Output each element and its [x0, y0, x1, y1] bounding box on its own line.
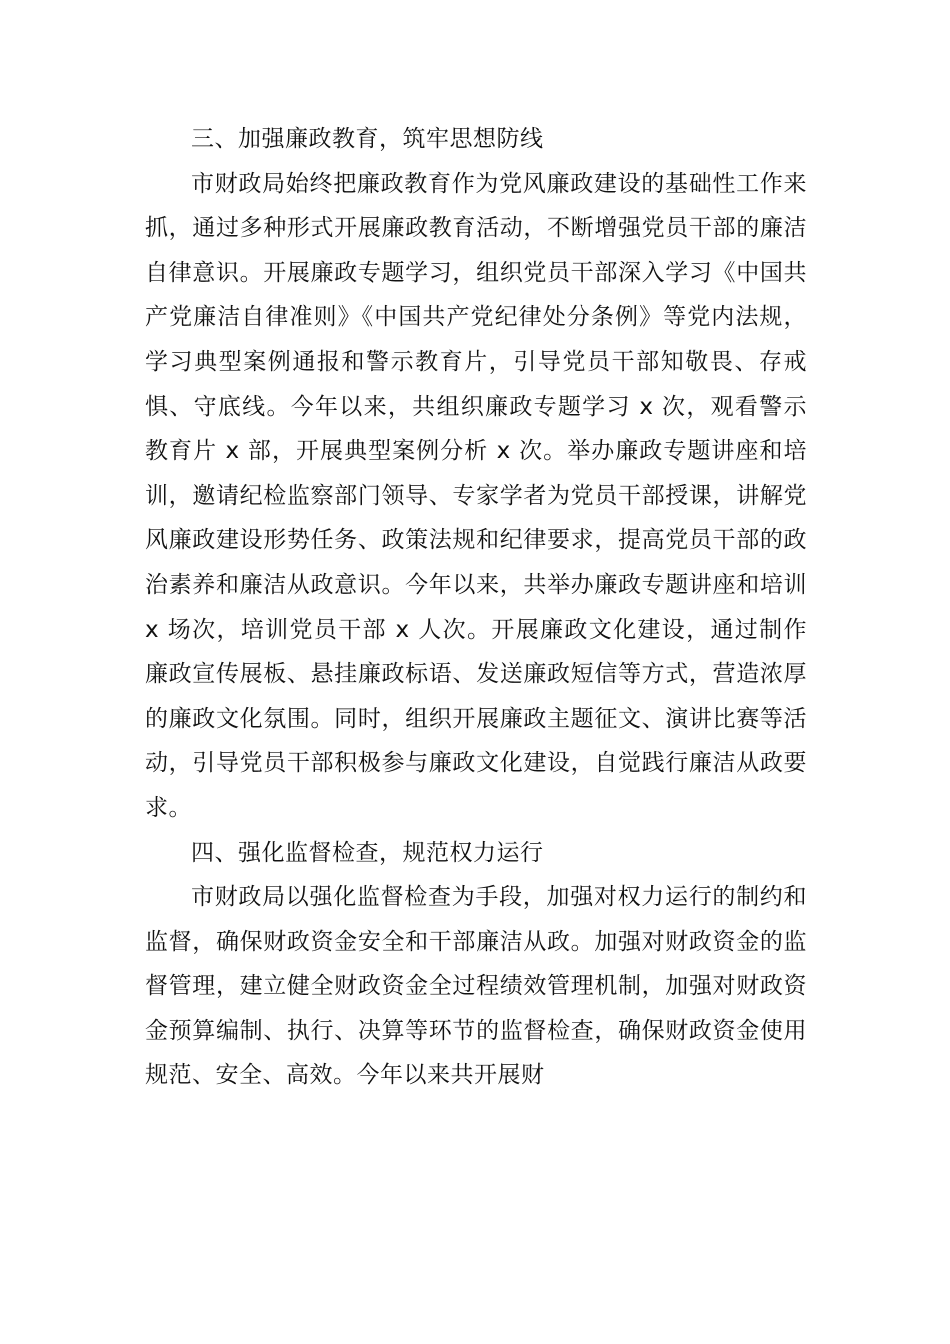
body-paragraph-2: 市财政局以强化监督检查为手段，加强对权力运行的制约和监督，确保财政资金安全和干部廉洁从政。加强对财政资金的监督管理，建立健全财政资金全过程绩效管理机制，加强对财政资金预算编制、执行、决算等环节的监督检查，确保财政资金使用规范、安全、高效。今年以来共开展财: [145, 884, 807, 1089]
section-heading-3: 三、加强廉政教育，筑牢思想防线: [191, 126, 544, 152]
document-body: [145, 117, 807, 1098]
body-paragraph-1: 市财政局始终把廉政教育作为党风廉政建设的基础性工作来抓，通过多种形式开展廉政教育活动，不断增强党员干部的廉洁自律意识。开展廉政专题学习，组织党员干部深入学习《中国共产党廉洁自律准则》《中国共产党纪律处分条例》等党内法规，学习典型案例通报和警示教育片，引导党员干部知敬畏、存戒惧、守底线。今年以来，共组织廉政专题学习 x 次，观看警示教育片 x 部，开展典型案例分析 x 次。举办廉政专题讲座和培训，邀请纪检监察部门领导、专家学者为党员干部授课，讲解党风廉政建设形势任务、政策法规和纪律要求，提高党员干部的政治素养和廉洁从政意识。今年以来，共举办廉政专题讲座和培训 x 场次，培训党员干部 x 人次。开展廉政文化建设，通过制作廉政宣传展板、悬挂廉政标语、发送廉政短信等方式，营造浓厚的廉政文化氛围。同时，组织开展廉政主题征文、演讲比赛等活动，引导党员干部积极参与廉政文化建设，自觉践行廉洁从政要求。: [145, 170, 807, 821]
section-heading-4: 四、强化监督检查，规范权力运行: [191, 839, 544, 866]
